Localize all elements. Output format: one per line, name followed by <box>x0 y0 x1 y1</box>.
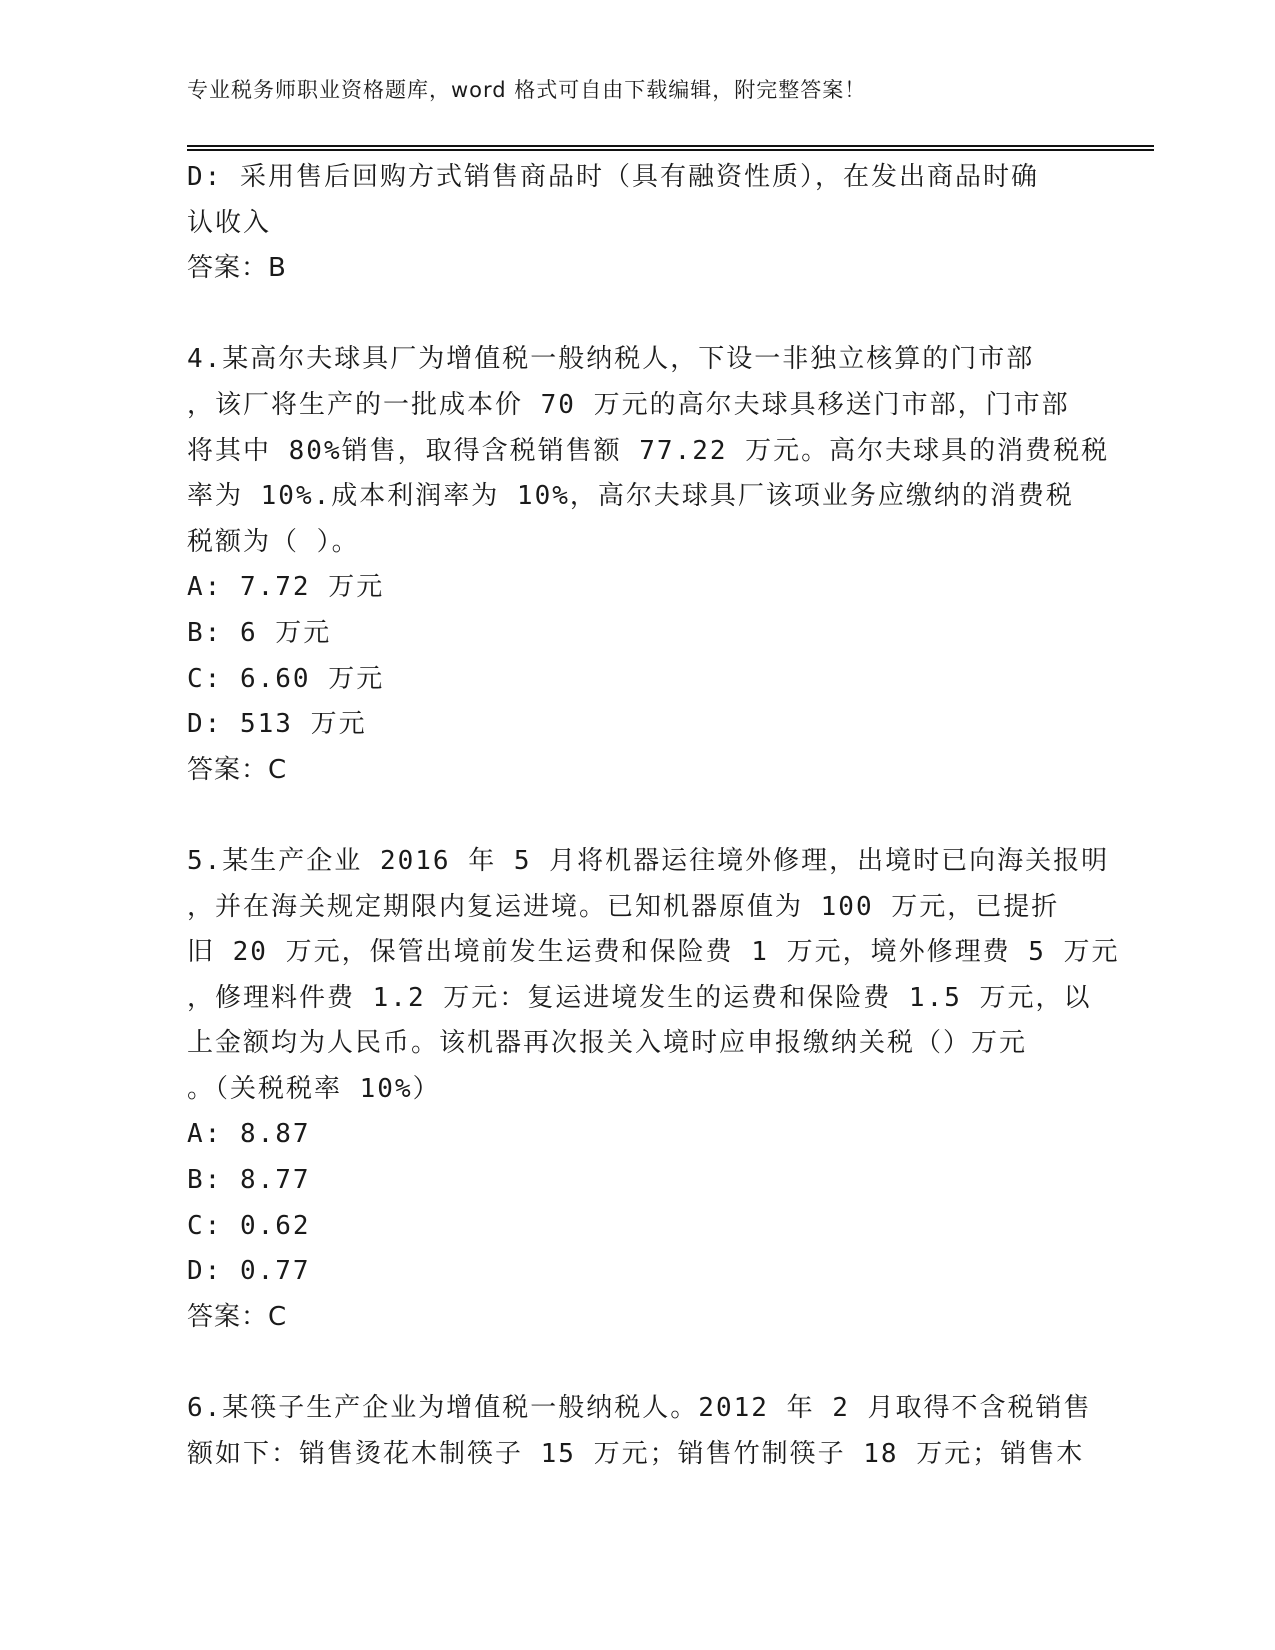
q3-option-d-line2: 认收入 <box>187 207 272 238</box>
q4-stem-line4: 率为 10%.成本利润率为 10%，高尔夫球具厂该项业务应缴纳的消费税 <box>187 481 1074 512</box>
spacer <box>187 1340 1087 1386</box>
q4-stem-line2: ，该厂将生产的一批成本价 70 万元的高尔夫球具移送门市部，门市部 <box>187 389 1070 420</box>
q5-stem-line4: ，修理料件费 1.2 万元：复运进境发生的运费和保险费 1.5 万元，以 <box>187 982 1092 1013</box>
q6-stem-line2: 额如下：销售烫花木制筷子 15 万元；销售竹制筷子 18 万元；销售木 <box>187 1438 1085 1469</box>
q3-answer: 答案：B <box>187 253 287 284</box>
q4-option-d: D: 513 万元 <box>187 709 367 740</box>
q5-answer: 答案：C <box>187 1301 288 1332</box>
q4-stem-line3: 将其中 80%销售，取得含税销售额 77.22 万元。高尔夫球具的消费税税 <box>187 435 1110 466</box>
header-rule-bottom <box>187 149 1154 151</box>
q5-option-b: B: 8.77 <box>187 1165 311 1196</box>
q4-option-a: A: 7.72 万元 <box>187 572 385 603</box>
q5-option-c: C: 0.62 <box>187 1210 311 1241</box>
q5-stem-line2: ，并在海关规定期限内复运进境。已知机器原值为 100 万元，已提折 <box>187 891 1060 922</box>
q5-option-d: D: 0.77 <box>187 1256 311 1287</box>
spacer <box>187 793 1087 839</box>
page-header: 专业税务师职业资格题库，word 格式可自由下载编辑，附完整答案！ <box>187 78 867 102</box>
q4-stem-line5: 税额为（ ）。 <box>187 526 360 557</box>
q5-stem-line1: 5.某生产企业 2016 年 5 月将机器运往境外修理，出境时已向海关报明 <box>187 845 1110 876</box>
q5-stem-line3: 旧 20 万元，保管出境前发生运费和保险费 1 万元，境外修理费 5 万元 <box>187 937 1120 968</box>
q4-option-b: B: 6 万元 <box>187 617 332 648</box>
spacer <box>187 292 1087 338</box>
header-rule-top <box>187 145 1154 147</box>
q5-stem-line5: 上金额均为人民币。该机器再次报关入境时应申报缴纳关税（）万元 <box>187 1028 1028 1059</box>
q3-option-d-line1: D: 采用售后回购方式销售商品时（具有融资性质），在发出商品时确 <box>187 162 1039 192</box>
q4-answer: 答案：C <box>187 754 288 785</box>
q6-stem-line1: 6.某筷子生产企业为增值税一般纳税人。2012 年 2 月取得不含税销售 <box>187 1393 1092 1424</box>
q5-option-a: A: 8.87 <box>187 1119 311 1150</box>
question-content <box>187 155 1120 1477</box>
q5-stem-line6: 。（关税税率 10%） <box>187 1073 441 1104</box>
q4-option-c: C: 6.60 万元 <box>187 663 385 694</box>
q4-stem-line1: 4.某高尔夫球具厂为增值税一般纳税人，下设一非独立核算的门市部 <box>187 344 1035 375</box>
